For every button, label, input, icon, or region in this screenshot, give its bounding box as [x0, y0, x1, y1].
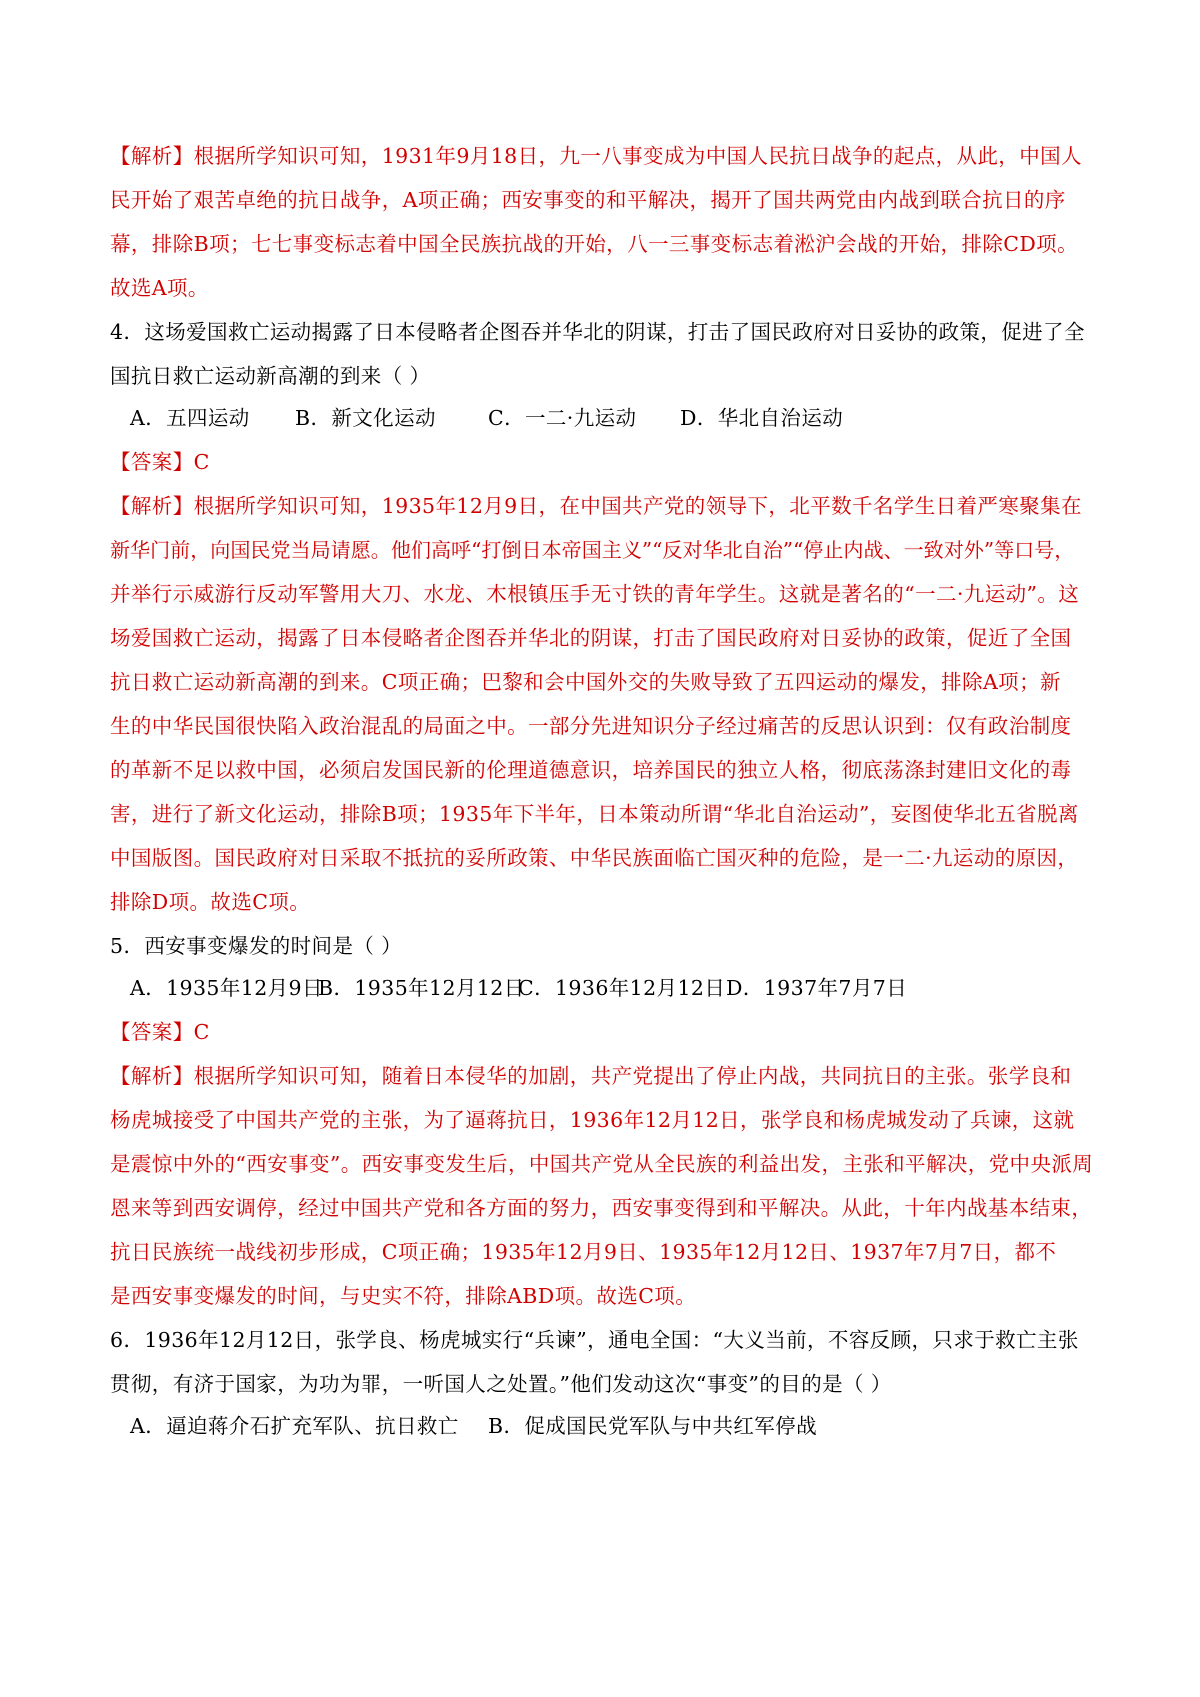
q5-option-d: D．1937年7月7日 [726, 976, 908, 1000]
q5-analysis-line: 是西安事变爆发的时间，与史实不符，排除ABD项。故选C项。 [110, 1284, 697, 1308]
q5-analysis-line: 杨虎城接受了中国共产党的主张，为了逼蒋抗日，1936年12月12日，张学良和杨虎城发动了兵谏，这就 [110, 1108, 1075, 1132]
q5-answer [110, 1012, 1100, 1052]
q4-option-c: C．一二·九运动 [488, 406, 637, 430]
q4-analysis-line: 【解析】根据所学知识可知，1935年12月9日，在中国共产党的领导下，北平数千名学生日着严寒聚集在 [110, 494, 1082, 518]
q6-stem: 贯彻，有济于国家，为功为罪，一听国人之处置。”他们发动这次“事变”的目的是（ ） [110, 1372, 892, 1396]
q5-analysis-line: 恩来等到西安调停，经过中国共产党和各方面的努力，西安事变得到和平解决。从此，十年内战基本结束， [110, 1196, 1093, 1220]
q3-analysis-line: 幕，排除B项；七七事变标志着中国全民族抗战的开始，八一三事变标志着淞沪会战的开始，排除CD项。 [110, 232, 1078, 256]
q5-analysis-line: 抗日民族统一战线初步形成，C项正确；1935年12月9日、1935年12月12日、1937年7月7日，都不 [110, 1240, 1057, 1264]
q6-option-b: B．促成国民党军队与中共红军停战 [488, 1414, 817, 1438]
answer-tag: 【答案】 [110, 450, 194, 474]
q4-analysis-line: 排除D项。故选C项。 [110, 890, 311, 914]
q4-analysis-line: 中国版图。国民政府对日采取不抵抗的妥所政策、中华民族面临亡国灭种的危险，是一二·九运动的原因， [110, 846, 1079, 870]
q3-analysis-line: 【解析】根据所学知识可知，1931年9月18日，九一八事变成为中国人民抗日战争的起点，从此，中国人 [110, 144, 1082, 168]
q4-analysis-line: 新华门前，向国民党当局请愿。他们高呼“打倒日本帝国主义”“反对华北自治”“停止内战、一致对外”等口号， [110, 538, 1075, 562]
q6-stem: 6．1936年12月12日，张学良、杨虎城实行“兵谏”，通电全国：“大义当前，不容反顾，只求于救亡主张 [110, 1328, 1079, 1352]
q4-analysis-line: 的革新不足以救中国，必须启发国民新的伦理道德意识，培养国民的独立人格，彻底荡涤封建旧文化的毒 [110, 758, 1072, 782]
answer-value: C [193, 450, 210, 474]
q4-option-a: A．五四运动 [130, 406, 250, 430]
analysis-tag: 【解析】 [110, 494, 194, 518]
q5-option-b: B．1935年12月12日 [318, 976, 525, 1000]
q4-analysis-line: 抗日救亡运动新高潮的到来。C项正确；巴黎和会中国外交的失败导致了五四运动的爆发，排除A项；新 [110, 670, 1061, 694]
analysis-tag: 【解析】 [110, 144, 194, 168]
q4-answer [110, 442, 1100, 482]
answer-tag: 【答案】 [110, 1020, 194, 1044]
q5-option-a: A．1935年12月9日 [130, 976, 323, 1000]
analysis-tag: 【解析】 [110, 1064, 194, 1088]
answer-value: C [193, 1020, 210, 1044]
q5-analysis-line: 【解析】根据所学知识可知，随着日本侵华的加剧，共产党提出了停止内战，共同抗日的主张。张学良和 [110, 1064, 1072, 1088]
q4-option-d: D．华北自治运动 [680, 406, 844, 430]
q3-analysis-line: 故选A项。 [110, 276, 209, 300]
q4-analysis-line: 害，进行了新文化运动，排除B项；1935年下半年，日本策动所谓“华北自治运动”，妄图使华北五省脱离 [110, 802, 1079, 826]
q4-analysis-line: 并举行示威游行反动军警用大刀、水龙、木根镇压手无寸铁的青年学生。这就是著名的“一二·九运动”。这 [110, 582, 1080, 606]
q5-analysis-line: 是震惊中外的“西安事变”。西安事变发生后，中国共产党从全民族的利益出发，主张和平解决，党中央派周 [110, 1152, 1094, 1176]
q4-analysis-line: 场爱国救亡运动，揭露了日本侵略者企图吞并华北的阴谋，打击了国民政府对日妥协的政策，促近了全国 [110, 626, 1072, 650]
q4-analysis-line: 生的中华民国很快陷入政治混乱的局面之中。一部分先进知识分子经过痛苦的反思认识到：仅有政治制度 [110, 714, 1072, 738]
q5-stem: 5．西安事变爆发的时间是（ ） [110, 934, 403, 958]
q4-stem: 4．这场爱国救亡运动揭露了日本侵略者企图吞并华北的阴谋，打击了国民政府对日妥协的政策，促进了全 [110, 320, 1085, 344]
q4-option-b: B．新文化运动 [295, 406, 436, 430]
q3-analysis-line: 民开始了艰苦卓绝的抗日战争，A项正确；西安事变的和平解决，揭开了国共两党由内战到联合抗日的序 [110, 188, 1066, 212]
q6-option-a: A．逼迫蒋介石扩充军队、抗日救亡 [130, 1414, 459, 1438]
q4-stem: 国抗日救亡运动新高潮的到来（ ） [110, 364, 431, 388]
q5-option-c: C．1936年12月12日 [518, 976, 726, 1000]
